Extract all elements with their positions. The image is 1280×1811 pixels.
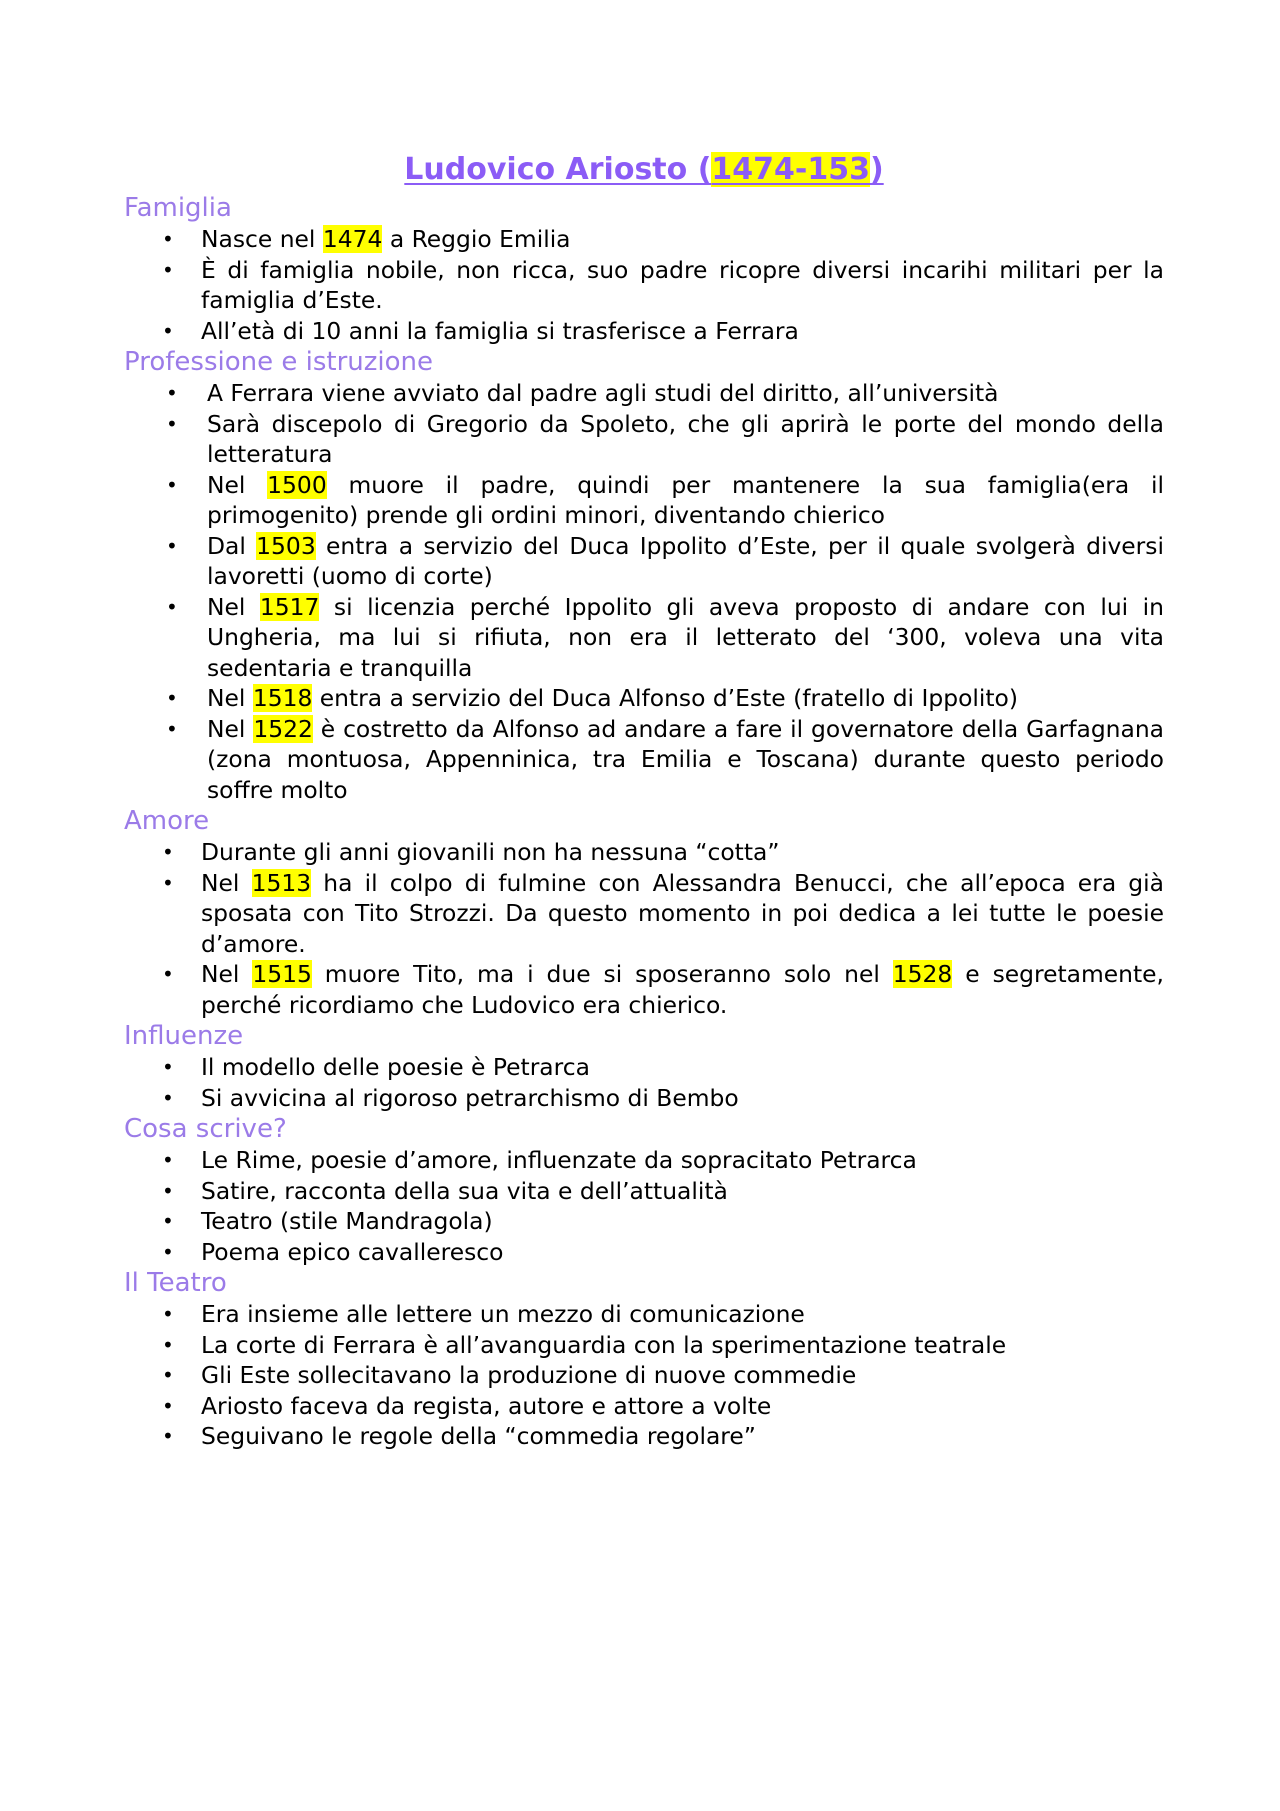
title-suffix: ) bbox=[869, 152, 884, 187]
item-text: La corte di Ferrara è all’avanguardia con la sperimentazione teatrale bbox=[201, 1330, 1007, 1359]
item-text: Satire, racconta della sua vita e dell’attualità bbox=[201, 1176, 728, 1205]
item-text: Dal bbox=[207, 531, 257, 560]
list-item bbox=[124, 1299, 1164, 1330]
bullet-icon: • bbox=[162, 1178, 174, 1203]
bullet-icon: • bbox=[162, 1209, 174, 1233]
list-item bbox=[124, 409, 1164, 470]
highlighted-year: 1528 bbox=[892, 960, 953, 988]
bullet-icon: • bbox=[162, 962, 174, 986]
list-item bbox=[124, 683, 1164, 714]
list-item bbox=[124, 868, 1164, 960]
bullet-list bbox=[124, 837, 1164, 1020]
bullet-icon: • bbox=[162, 1363, 174, 1387]
item-text: Nel bbox=[201, 868, 252, 897]
highlighted-year: 1515 bbox=[252, 960, 312, 988]
bullet-icon: • bbox=[162, 1055, 174, 1079]
list-item bbox=[124, 714, 1164, 806]
item-text: muore il padre, quindi per mantenere la sua famiglia(era il primogenito) prende gli ordini minori, diventando chierico bbox=[207, 470, 1164, 529]
bullet-list bbox=[124, 378, 1164, 805]
item-text: Nel bbox=[201, 960, 253, 988]
item-text: Era insieme alle lettere un mezzo di comunicazione bbox=[201, 1300, 805, 1328]
bullet-icon: • bbox=[166, 381, 178, 405]
title-prefix: Ludovico Ariosto ( bbox=[404, 152, 712, 187]
section-heading: Cosa scrive? bbox=[124, 1114, 287, 1144]
sections-container bbox=[124, 192, 1164, 1452]
item-text: Teatro (stile Mandragola) bbox=[201, 1207, 493, 1235]
bullet-list bbox=[124, 1299, 1164, 1452]
list-item bbox=[124, 316, 1164, 347]
list-item bbox=[124, 378, 1164, 409]
bullet-list bbox=[124, 224, 1164, 346]
bullet-icon: • bbox=[162, 1239, 174, 1264]
highlighted-year: 1474 bbox=[322, 225, 383, 253]
highlighted-year: 1522 bbox=[253, 714, 313, 743]
bullet-icon: • bbox=[166, 716, 178, 741]
bullet-icon: • bbox=[166, 594, 178, 619]
highlighted-year: 1503 bbox=[256, 531, 316, 560]
list-item bbox=[124, 470, 1164, 531]
item-text: Gli Este sollecitavano la produzione di nuove commedie bbox=[201, 1361, 857, 1389]
list-item bbox=[124, 1052, 1164, 1083]
list-item bbox=[124, 1206, 1164, 1237]
list-item bbox=[124, 837, 1164, 868]
title-years-highlight: 1474-153 bbox=[711, 152, 870, 187]
list-item bbox=[124, 1421, 1164, 1452]
item-text: e segretamente, perché ricordiamo che Ludovico era chierico. bbox=[201, 960, 1164, 1019]
bullet-icon: • bbox=[162, 257, 174, 282]
section-heading: Famiglia bbox=[124, 193, 232, 223]
list-item bbox=[124, 1391, 1164, 1422]
list-item bbox=[124, 224, 1164, 255]
bullet-icon: • bbox=[166, 411, 178, 436]
list-item bbox=[124, 959, 1164, 1020]
item-text: Si avvicina al rigoroso petrarchismo di Bembo bbox=[201, 1083, 739, 1112]
item-text: A Ferrara viene avviato dal padre agli studi del diritto, all’università bbox=[207, 379, 999, 407]
bullet-icon: • bbox=[162, 1393, 174, 1418]
bullet-icon: • bbox=[162, 870, 174, 895]
item-text: è costretto da Alfonso ad andare a fare il governatore della Garfagnana (zona montuosa, Appenninica, tra Emilia e Toscana) durante questo periodo soffre molto bbox=[207, 714, 1164, 804]
list-item bbox=[124, 531, 1164, 592]
item-text: Il modello delle poesie è Petrarca bbox=[201, 1053, 590, 1081]
list-item bbox=[124, 1083, 1164, 1114]
item-text: Durante gli anni giovanili non ha nessuna “cotta” bbox=[201, 838, 780, 866]
item-text: muore Tito, ma i due si sposeranno solo nel bbox=[311, 960, 893, 988]
bullet-icon: • bbox=[166, 472, 178, 497]
item-text: All’età di 10 anni la famiglia si trasferisce a Ferrara bbox=[201, 316, 799, 345]
item-text: Seguivano le regole della “commedia regolare” bbox=[201, 1422, 756, 1450]
highlighted-year: 1517 bbox=[259, 592, 320, 621]
item-text: Nel bbox=[207, 592, 260, 621]
item-text: si licenzia perché Ippolito gli aveva proposto di andare con lui in Ungheria, ma lui si rifiuta, non era il letterato del ‘300, voleva una vita sedentaria e tranquilla bbox=[207, 592, 1165, 682]
item-text: entra a servizio del Duca Alfonso d’Este (fratello di Ippolito) bbox=[312, 684, 1018, 712]
section-heading: Amore bbox=[124, 806, 210, 836]
bullet-icon: • bbox=[162, 227, 174, 251]
item-text: Poema epico cavalleresco bbox=[201, 1237, 504, 1266]
bullet-icon: • bbox=[162, 1332, 174, 1357]
item-text: Nel bbox=[207, 470, 268, 499]
item-text: entra a servizio del Duca Ippolito d’Este, per il quale svolgerà diversi lavoretti (uomo di corte) bbox=[207, 531, 1164, 590]
bullet-icon: • bbox=[162, 318, 174, 343]
item-text: ha il colpo di fulmine con Alessandra Benucci, che all’epoca era già sposata con Tito Strozzi. Da questo momento in poi dedica a lei tutte le poesie d’amore. bbox=[201, 868, 1164, 958]
list-item bbox=[124, 1360, 1164, 1391]
list-item bbox=[124, 592, 1164, 684]
list-item bbox=[124, 1176, 1164, 1207]
item-text: Nasce nel bbox=[201, 225, 323, 253]
item-text: Nel bbox=[207, 714, 254, 743]
item-text: Le Rime, poesie d’amore, influenzate da sopracitato Petrarca bbox=[201, 1146, 917, 1174]
bullet-icon: • bbox=[162, 840, 174, 864]
item-text: Sarà discepolo di Gregorio da Spoleto, che gli aprirà le porte del mondo della letteratura bbox=[207, 409, 1164, 468]
highlighted-year: 1500 bbox=[267, 470, 327, 499]
section-heading: Influenze bbox=[124, 1021, 244, 1051]
item-text: È di famiglia nobile, non ricca, suo padre ricopre diversi incarihi militari per la famiglia d’Este. bbox=[201, 255, 1164, 314]
section-heading: Professione e istruzione bbox=[124, 347, 434, 377]
highlighted-year: 1513 bbox=[251, 868, 312, 897]
item-text: Nel bbox=[207, 684, 253, 712]
document-page bbox=[124, 150, 1164, 1452]
list-item bbox=[124, 1145, 1164, 1176]
item-text: a Reggio Emilia bbox=[382, 225, 571, 253]
bullet-icon: • bbox=[166, 533, 178, 558]
bullet-list bbox=[124, 1145, 1164, 1267]
section-heading: Il Teatro bbox=[124, 1268, 227, 1298]
list-item bbox=[124, 1330, 1164, 1361]
bullet-list bbox=[124, 1052, 1164, 1113]
bullet-icon: • bbox=[162, 1085, 174, 1110]
bullet-icon: • bbox=[162, 1424, 174, 1448]
bullet-icon: • bbox=[162, 1302, 174, 1326]
bullet-icon: • bbox=[166, 686, 178, 710]
document-title bbox=[124, 150, 1164, 190]
list-item bbox=[124, 255, 1164, 316]
highlighted-year: 1518 bbox=[252, 684, 313, 712]
bullet-icon: • bbox=[162, 1148, 174, 1172]
item-text: Ariosto faceva da regista, autore e attore a volte bbox=[201, 1391, 772, 1420]
list-item bbox=[124, 1237, 1164, 1268]
